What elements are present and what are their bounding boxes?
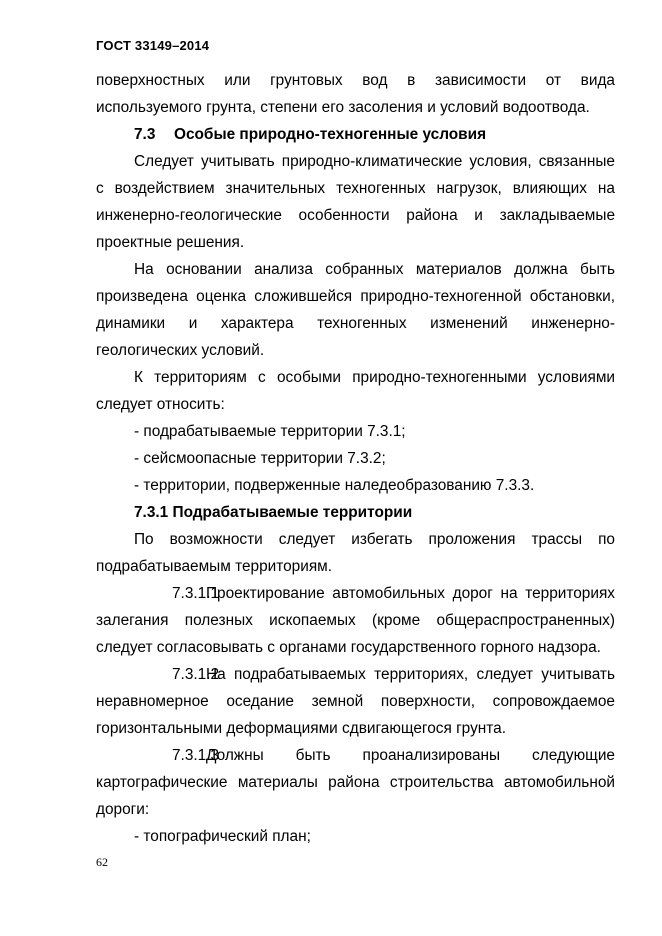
section-title: Особые природно-техногенные условия [174, 126, 487, 143]
numbered-paragraph-7-3-1-2 [96, 661, 615, 742]
list-item: - подрабатываемые территории 7.3.1; [134, 423, 406, 440]
section-heading-7-3-1: 7.3.1 Подрабатываемые территории [134, 504, 413, 521]
list-item: - территории, подверженные наледеобразованию 7.3.3. [134, 477, 535, 494]
numbered-paragraph-7-3-1-1 [96, 580, 615, 661]
numbered-paragraph-7-3-1-3 [96, 742, 615, 823]
section-number: 7.3 [134, 126, 156, 143]
document-header: ГОСТ 33149–2014 [96, 38, 210, 53]
paragraph-continuation: поверхностных или грунтовых вод в зависимости от вида используемого грунта, степени его засоления и условий водоотвода. [96, 72, 615, 116]
clause-text: Должны быть проанализированы следующие картографические материалы района строительства автомобильной дороги: [96, 747, 615, 818]
clause-number: 7.3.1.1 [172, 585, 220, 602]
paragraph: К территориям с особыми природно-техногенными условиями следует относить: [96, 369, 615, 413]
clause-text: Проектирование автомобильных дорог на территориях залегания полезных ископаемых (кроме общераспространенных) следует согласовывать с органами государственного горного надзора. [96, 585, 615, 656]
document-body [96, 67, 615, 850]
paragraph: По возможности следует избегать проложения трассы по подрабатываемым территориям. [96, 531, 615, 575]
list-item: - топографический план; [134, 828, 311, 845]
page-number: 62 [96, 855, 108, 869]
paragraph: Следует учитывать природно-климатические условия, связанные с воздействием значительных техногенных нагрузок, влияющих на инженерно-геологические особенности района и закладываемые проектные решения. [96, 153, 615, 251]
paragraph: На основании анализа собранных материалов должна быть произведена оценка сложившейся природно-техногенной обстановки, динамики и характера техногенных изменений инженерно-геологических условий. [96, 261, 615, 359]
clause-text: На подрабатываемых территориях, следует учитывать неравномерное оседание земной поверхности, сопровождаемое горизонтальными деформациями сдвигающегося грунта. [96, 666, 615, 737]
clause-number: 7.3.1.2 [172, 666, 220, 683]
list-item: - сейсмоопасные территории 7.3.2; [134, 450, 386, 467]
clause-number: 7.3.1.3 [172, 747, 220, 764]
section-heading-7-3 [96, 121, 615, 148]
